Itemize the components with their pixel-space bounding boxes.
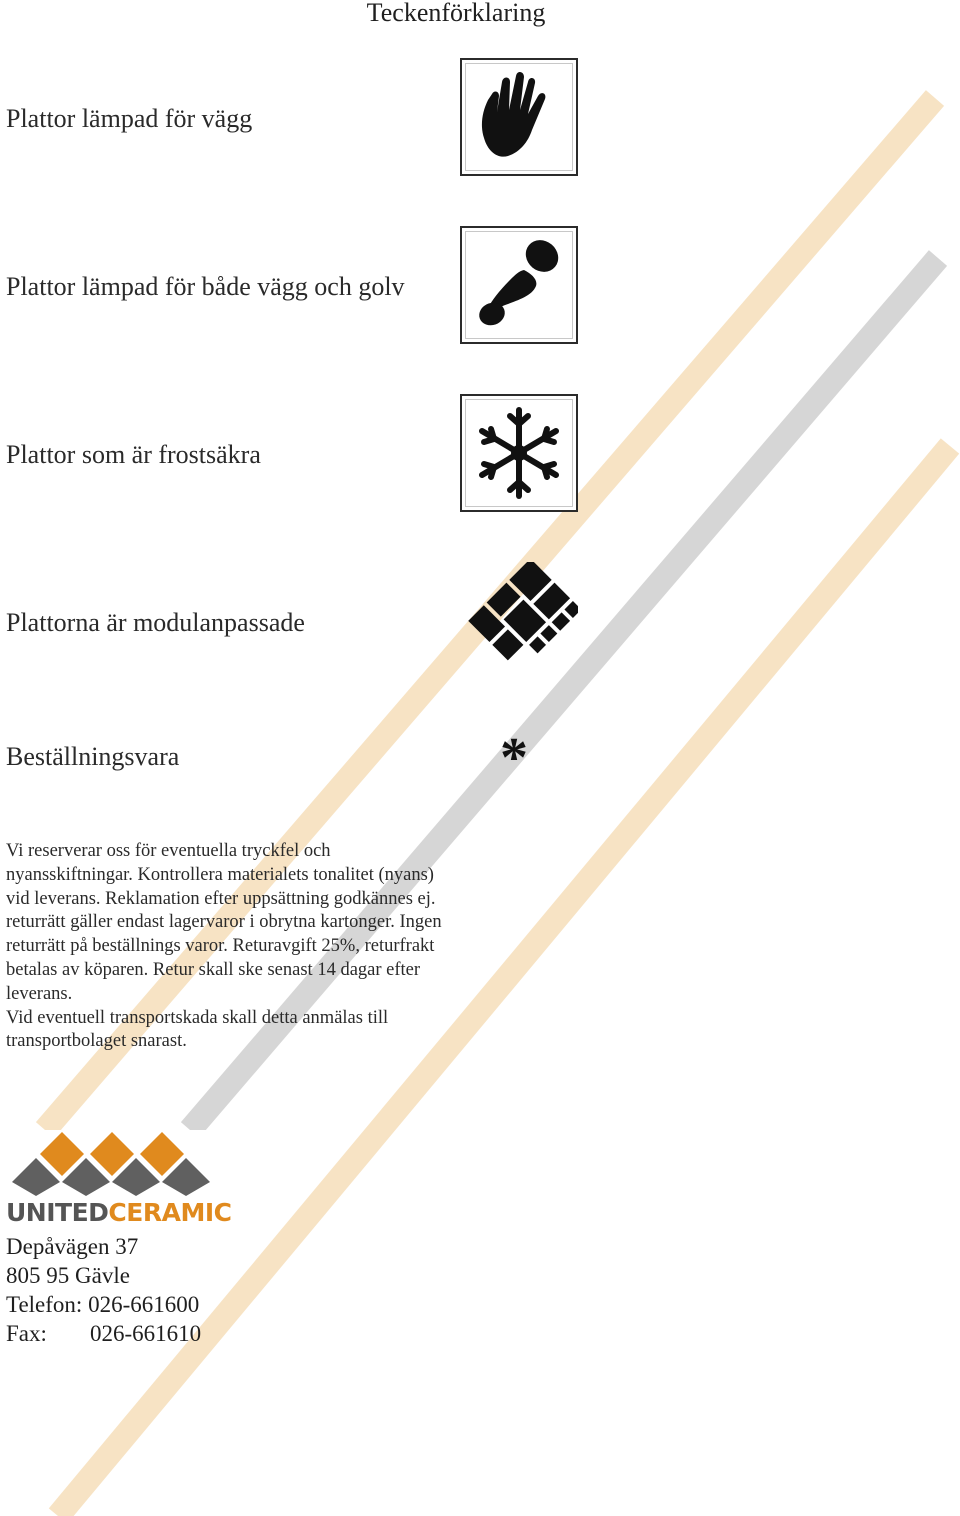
terms-paragraph: Vi reserverar oss för eventuella tryckfel och nyansskiftningar. Kontrollera materialets tonalitet (nyans) vid leverans. Reklamation efter uppsättning godkännes ej. returrätt gäller endast lagervaror i obrytna kartonger. Ingen returrätt på beställnings varor. Returavgift 25%, returfrakt betalas av köparen. Retur skall ske senast 14 dagar efter leverans. [6,841,442,1004]
terms-paragraph-transport: Vid eventuell transportskada skall detta anmälas till transportbolaget snarast. [6,1007,389,1052]
fax-number: 026-661610 [90,1321,202,1346]
address-fax-row [6,1319,201,1348]
shoe-print-icon [460,226,578,344]
terms-text [6,840,446,1054]
address-street: Depåvägen 37 [6,1234,139,1259]
legend-label-wall: Plattor lämpad för vägg [6,104,253,133]
logo-diamonds [0,1130,240,1200]
address-phone-row [6,1290,201,1319]
phone-number: 026-661600 [88,1292,200,1317]
phone-label: Telefon: [6,1292,83,1317]
legend-label-wall-floor: Plattor lämpad för både vägg och golv [6,272,405,301]
contact-address [6,1232,201,1348]
united-ceramic-logo [0,1130,240,1230]
logo-text-united: UNITED [6,1198,109,1227]
logo-text [6,1198,231,1227]
fax-label: Fax: [6,1321,47,1346]
tiles-icon [466,562,578,679]
snowflake-icon [460,394,578,512]
asterisk-icon: * [500,727,528,789]
logo-text-ceramic: CERAMIC [108,1198,232,1227]
page-title: Teckenförklaring [366,0,546,27]
address-city: 805 95 Gävle [6,1263,130,1288]
legend-label-frost: Plattor som är frostsäkra [6,440,261,469]
legend-label-order-item: Beställningsvara [6,742,180,771]
legend-label-modular: Plattorna är modulanpassade [6,608,305,637]
hand-icon [460,58,578,176]
